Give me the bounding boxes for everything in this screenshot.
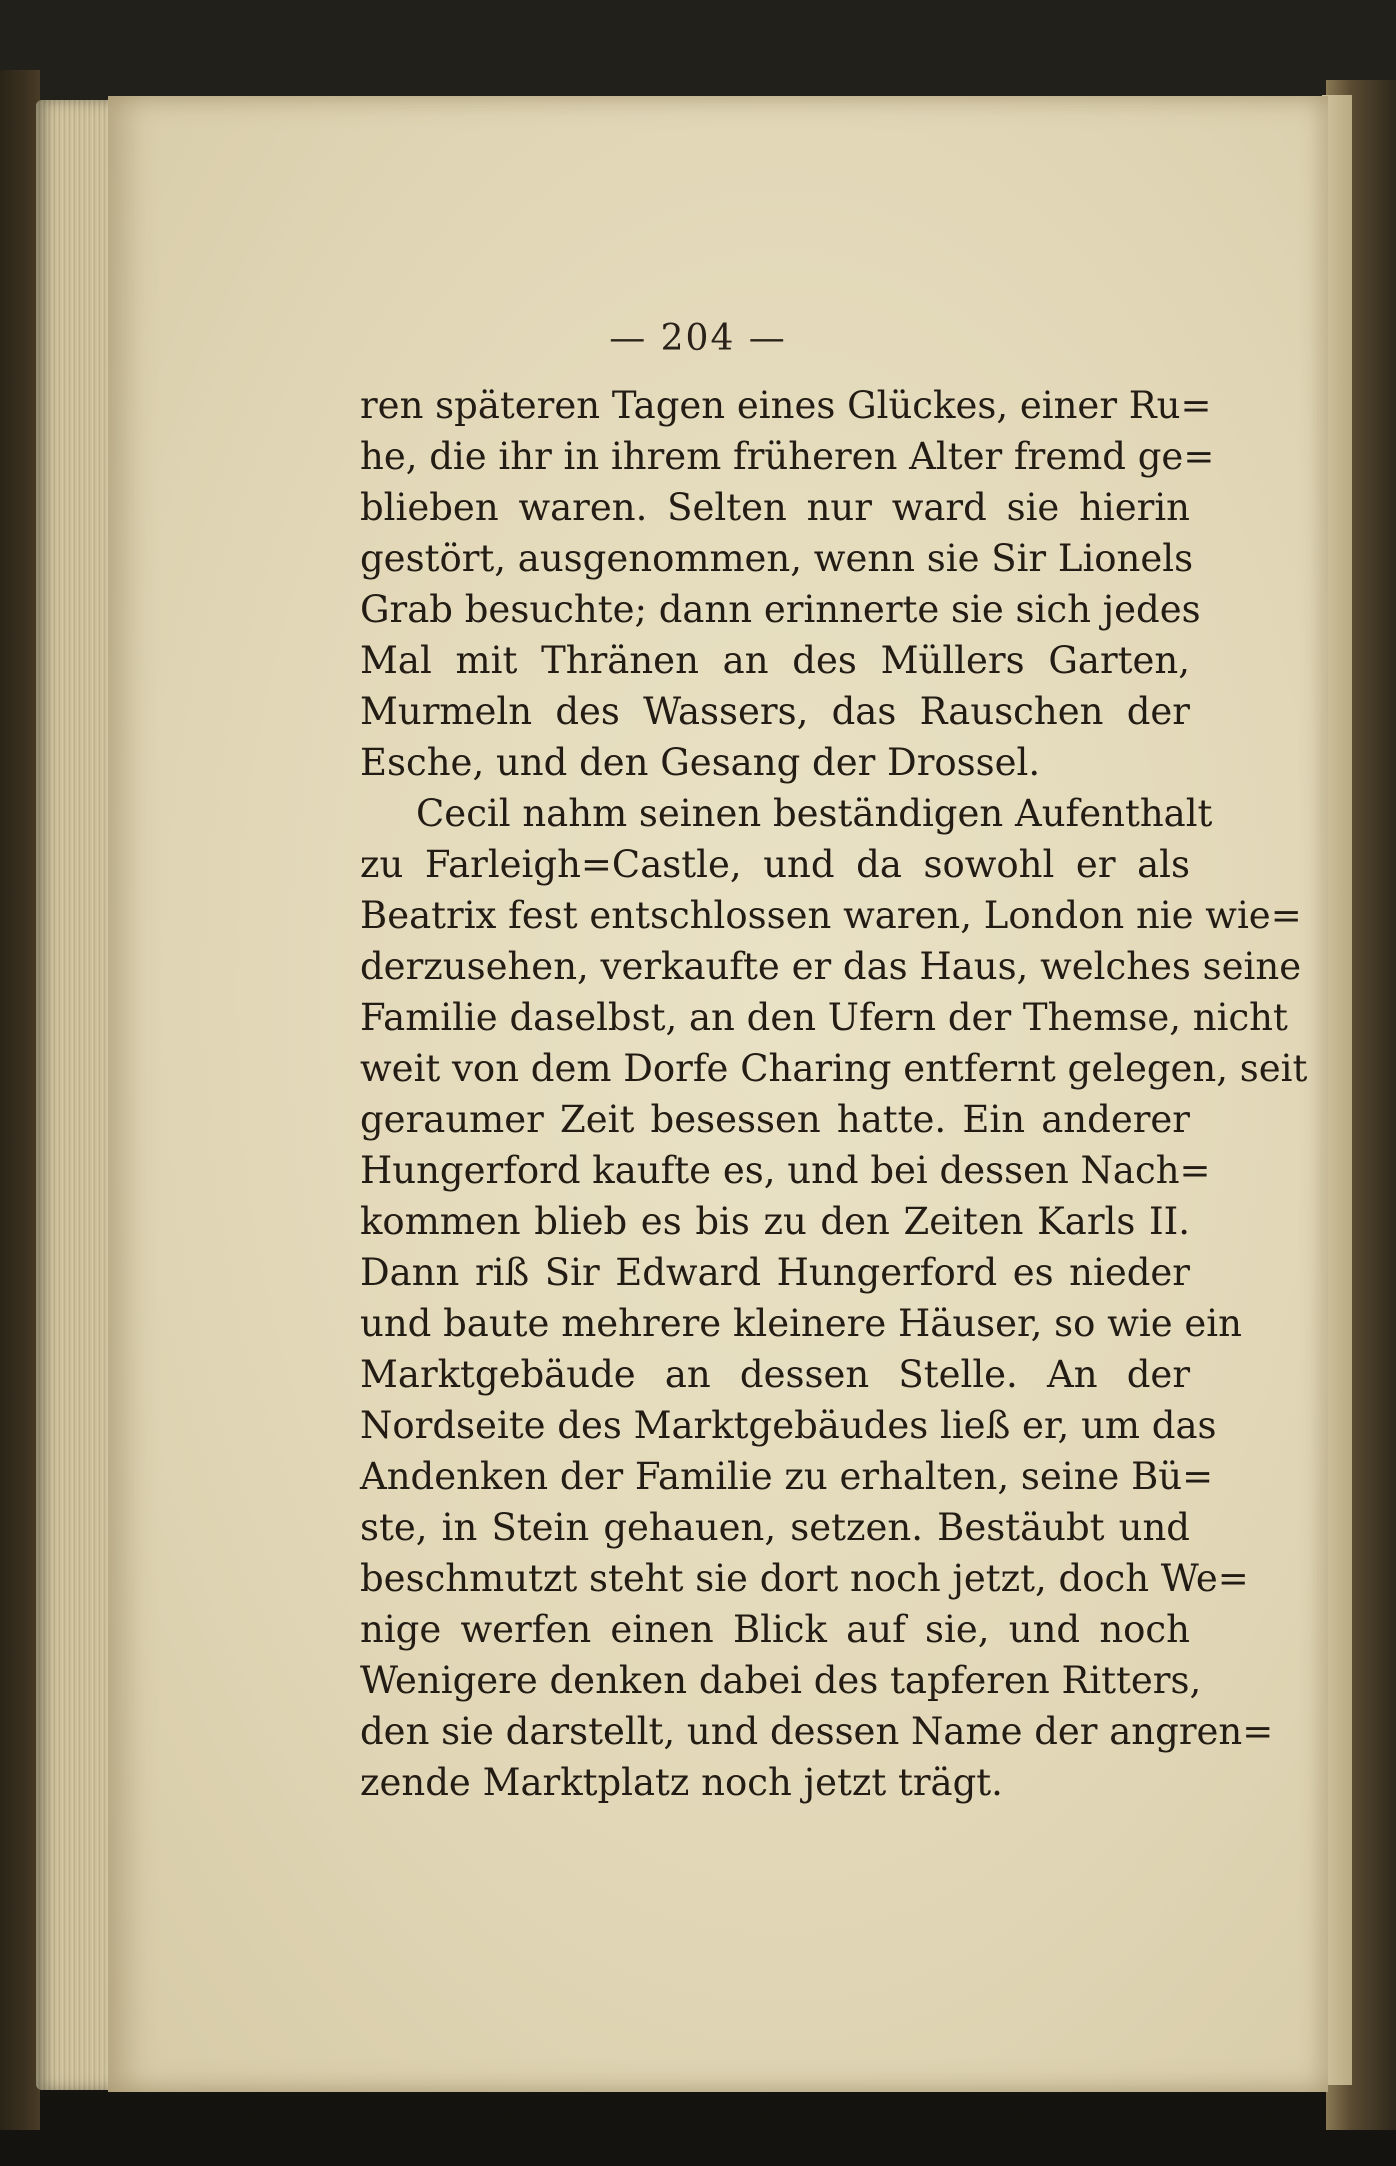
text-line: Esche, und den Gesang der Drossel. [360, 741, 1041, 784]
text-line: gestört, ausgenommen, wenn sie Sir Lionels [360, 537, 1194, 580]
text-line-paragraph-start: Cecil nahm seinen beständigen Aufenthalt [416, 792, 1213, 835]
text-line: Nordseite des Marktgebäudes ließ er, um das [360, 1404, 1217, 1447]
text-line: Beatrix fest entschlossen waren, London nie wie= [360, 894, 1302, 937]
text-line: blieben waren. Selten nur ward sie hierin [360, 486, 1190, 529]
text-line: Familie daselbst, an den Ufern der Themse, nicht [360, 996, 1288, 1039]
book-cover-left [0, 70, 40, 2130]
text-line: Mal mit Thränen an des Müllers Garten, [360, 639, 1190, 682]
text-line: ren späteren Tagen eines Glückes, einer Ru= [360, 384, 1212, 427]
text-line: den sie darstellt, und dessen Name der angren= [360, 1710, 1274, 1753]
text-line: derzusehen, verkaufte er das Haus, welches seine [360, 945, 1302, 988]
text-line: Murmeln des Wassers, das Rauschen der [360, 690, 1190, 733]
text-line: geraumer Zeit besessen hatte. Ein anderer [360, 1098, 1190, 1141]
text-line: Hungerford kaufte es, und bei dessen Nach= [360, 1149, 1211, 1192]
text-line: Andenken der Familie zu erhalten, seine Bü= [360, 1455, 1214, 1498]
page-number: — 204 — [609, 318, 787, 359]
text-line: beschmutzt steht sie dort noch jetzt, doch We= [360, 1557, 1249, 1600]
text-line: weit von dem Dorfe Charing entfernt gelegen, seit [360, 1047, 1308, 1090]
text-line: he, die ihr in ihrem früheren Alter fremd ge= [360, 435, 1215, 478]
text-line: zende Marktplatz noch jetzt trägt. [360, 1761, 1003, 1804]
text-line: Dann riß Sir Edward Hungerford es nieder [360, 1251, 1190, 1294]
text-line: kommen blieb es bis zu den Zeiten Karls II. [360, 1200, 1190, 1243]
text-line: Grab besuchte; dann erinnerte sie sich jedes [360, 588, 1201, 631]
text-line: und baute mehrere kleinere Häuser, so wie ein [360, 1302, 1242, 1345]
body-text [360, 380, 1308, 1808]
text-line: zu Farleigh=Castle, und da sowohl er als [360, 843, 1190, 886]
text-line: Wenigere denken dabei des tapferen Ritters, [360, 1659, 1202, 1702]
text-line: ste, in Stein gehauen, setzen. Bestäubt und [360, 1506, 1190, 1549]
text-line: Marktgebäude an dessen Stelle. An der [360, 1353, 1190, 1396]
text-line: nige werfen einen Blick auf sie, und noch [360, 1608, 1190, 1651]
